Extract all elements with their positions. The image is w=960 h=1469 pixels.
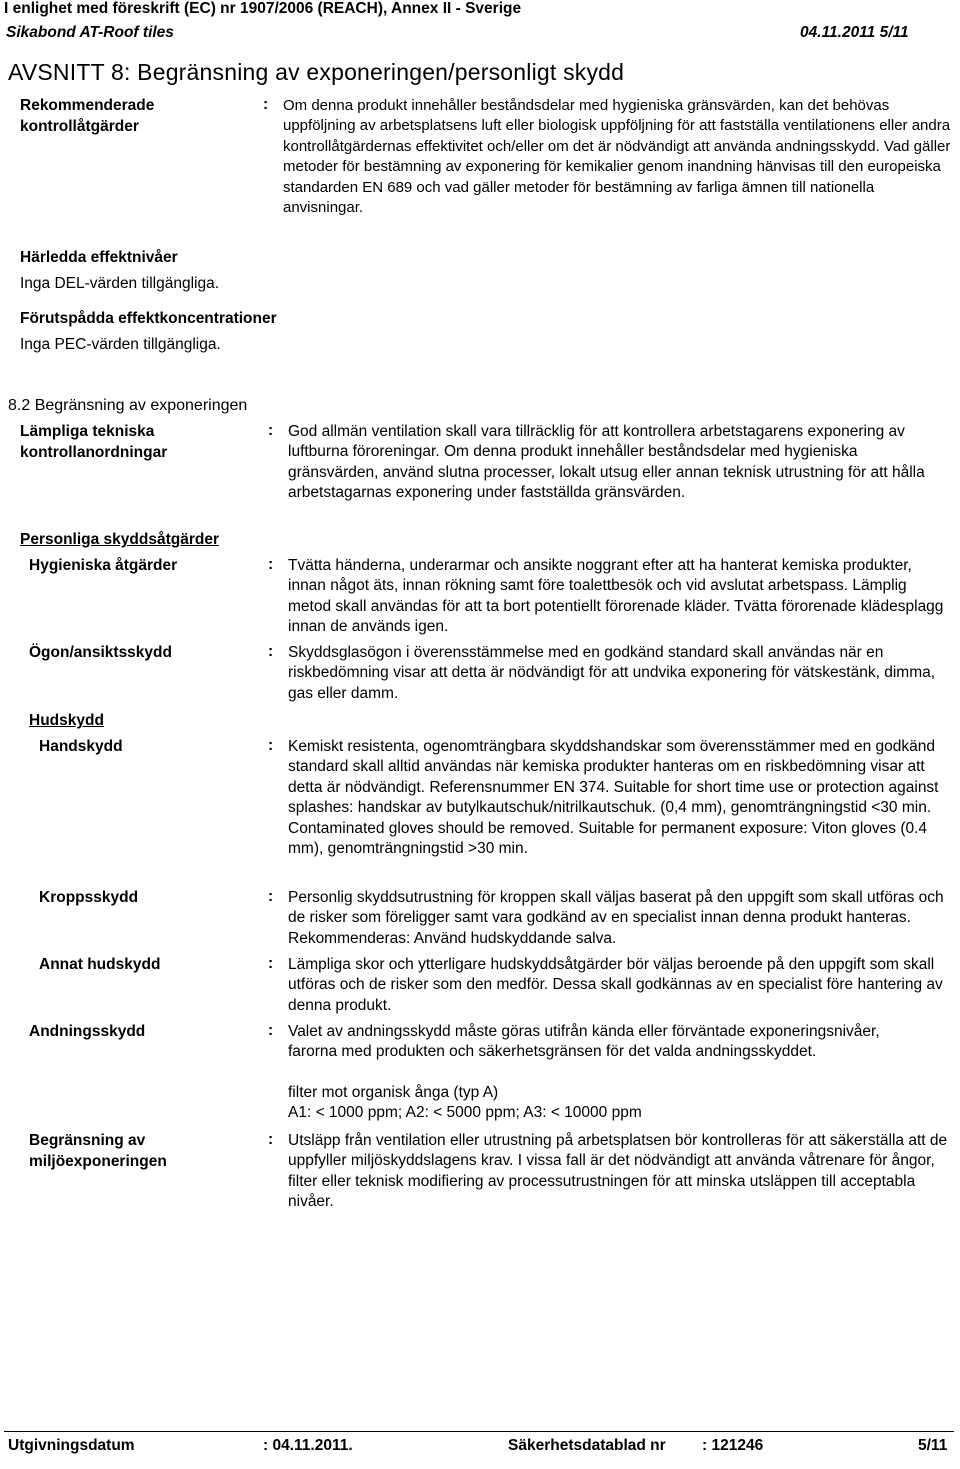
eng-label: Lämpliga tekniska kontrollanordningar [20, 423, 168, 461]
colon: : [268, 422, 274, 439]
issue-date-label: Utgivningsdatum [8, 1437, 135, 1454]
hygiene-label: Hygieniska åtgärder [29, 557, 178, 574]
skin-label: Hudskydd [29, 712, 104, 729]
other-skin-label: Annat hudskydd [39, 956, 161, 973]
colon: : [268, 888, 274, 905]
respiratory-limits: A1: < 1000 ppm; A2: < 5000 ppm; A3: < 10000 ppm [288, 1104, 642, 1121]
date-page: 04.11.2011 5/11 [800, 24, 909, 41]
pnec-text: Inga PEC-värden tillgängliga. [20, 336, 221, 353]
colon: : [268, 955, 274, 972]
colon: : [268, 1022, 274, 1039]
sds-number: : 121246 [702, 1437, 764, 1454]
control-label: Rekommenderade kontrollåtgärder [20, 97, 155, 135]
colon: : [268, 556, 274, 573]
colon: : [263, 96, 269, 113]
respiratory-label: Andningsskydd [29, 1023, 146, 1040]
control-text: Om denna produkt innehåller beståndsdelar med hygieniska gränsvärden, kan det behövas uppföljning av arbetsplatsens luft eller biologisk uppföljning för att fastställa ventilationens eller andra kontrollåtgärdernas effektivitet och/eller om det är nödvändigt att använda andningsskydd. Vad gäller metoder för bestämning av exponering för kemikalier genom inandning hänvisas till den europeiska standarden EN 689 och vad gäller metoder för bestämning av farliga ämnen till nationella anvisningar. [283, 97, 951, 217]
body-label: Kroppsskydd [39, 889, 139, 906]
hand-label: Handskydd [39, 738, 123, 755]
body-text: Personlig skyddsutrustning för kroppen skall väljas baserat på den uppgift som skall utföras och de risker som föreligger samt vara godkänd av en specialist innan denna produkt hanteras. Rekommenderas: Använd hudskyddande salva. [288, 889, 944, 947]
eye-text: Skyddsglasögon i överensstämmelse med en godkänd standard skall användas när en riskbedömning visar att detta är nödvändigt för att undvika exponering för vätskestänk, dimma, gas eller damm. [288, 644, 936, 702]
dnel-text: Inga DEL-värden tillgängliga. [20, 275, 220, 292]
section-title: AVSNITT 8: Begränsning av exponeringen/personligt skydd [8, 59, 625, 85]
eng-text: God allmän ventilation skall vara tillräcklig för att kontrollera arbetstagarens exponering av luftburna föroreningar. Om denna produkt innehåller beståndsdelar med hygieniska gränsvärden, använd slutna processer, lokalt utsug eller annan teknisk utrustning för att hålla arbetstagarnas exponering under fastställda gränsvärden. [288, 423, 925, 502]
product-name: Sikabond AT-Roof tiles [6, 24, 174, 41]
sds-number-label: Säkerhetsdatablad nr [508, 1437, 666, 1454]
respiratory-text: Valet av andningsskydd måste göras utifrån kända eller förväntade exponeringsnivåer, farorna med produkten och säkerhetsgränsen för det valda andningsskyddet. [288, 1023, 880, 1061]
other-skin-text: Lämpliga skor och ytterligare hudskyddsåtgärder bör väljas beroende på den uppgift som skall utföras och de risker som den medför. Dessa skall godkännas av en specialist före hantering av denna produkt. [288, 956, 943, 1014]
hand-text: Kemiskt resistenta, ogenomträngbara skyddshandskar som överensstämmer med en godkänd standard skall alltid användas när kemiska produkter hanteras om en riskbedömning visar att detta är nödvändigt. Referensnummer EN 374. Suitable for short time use or protection against splashes: handskar av butylkautschuk/nitrilkautschuk. (0,4 mm), genomträngningstid <30 min. Contaminated gloves should be removed. Suitable for permanent exposure: Viton gloves (0.4 mm), genomträngningstid >30 min. [288, 738, 939, 858]
env-label: Begränsning av miljöexponeringen [29, 1132, 167, 1170]
regulation-header: I enlighet med föreskrift (EC) nr 1907/2006 (REACH), Annex II - Sverige [4, 0, 522, 17]
eye-label: Ögon/ansiktsskydd [29, 644, 172, 661]
ppe-label: Personliga skyddsåtgärder [20, 531, 219, 548]
pnec-label: Förutspådda effektkoncentrationer [20, 310, 277, 327]
issue-date: : 04.11.2011. [263, 1437, 353, 1454]
colon: : [268, 737, 274, 754]
env-text: Utsläpp från ventilation eller utrustning på arbetsplatsen bör kontrolleras för att säkerställa att de uppfyller miljöskyddslagens krav. I vissa fall är det nödvändigt att använda våtrenare för ångor, filter eller teknisk modifiering av processutrustningen för att minska utsläppen till acceptabla nivåer. [288, 1132, 948, 1211]
colon: : [268, 643, 274, 660]
respiratory-filter: filter mot organisk ånga (typ A) [288, 1084, 499, 1101]
colon: : [268, 1131, 274, 1148]
subsection-heading: 8.2 Begränsning av exponeringen [8, 397, 248, 414]
footer-rule [4, 1431, 954, 1432]
page-number: 5/11 [918, 1437, 948, 1454]
dnel-label: Härledda effektnivåer [20, 249, 178, 266]
hygiene-text: Tvätta händerna, underarmar och ansikte noggrant efter att ha hanterat kemiska produkter, innan något äts, innan rökning samt före toalettbesök och vid avslutat arbetspass. Lämplig metod skall användas för att ta bort potentiellt förorenade kläder. Tvätta förorenade klädesplagg innan de används igen. [288, 557, 944, 636]
